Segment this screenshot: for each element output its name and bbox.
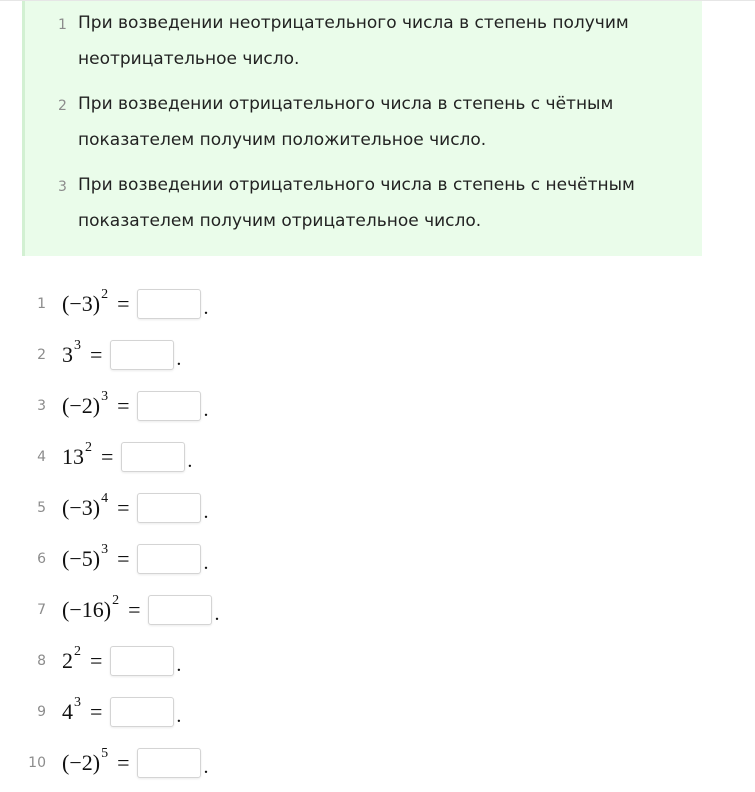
expression-exponent: 5 bbox=[101, 746, 109, 761]
task-expression bbox=[62, 747, 208, 779]
task-expression bbox=[62, 696, 181, 728]
task-row bbox=[0, 388, 755, 424]
equals-sign: = bbox=[117, 546, 130, 571]
equals-sign: = bbox=[90, 648, 103, 673]
period: . bbox=[203, 755, 209, 778]
period: . bbox=[187, 449, 193, 472]
period: . bbox=[214, 602, 220, 625]
task-number: 7 bbox=[37, 602, 46, 618]
expression-base: (−5) bbox=[62, 546, 101, 571]
task-number: 5 bbox=[37, 500, 46, 516]
task-expression bbox=[62, 543, 208, 575]
equals-sign: = bbox=[117, 495, 130, 520]
answer-input[interactable] bbox=[137, 391, 201, 421]
task-number: 2 bbox=[37, 347, 46, 363]
task-row bbox=[0, 490, 755, 526]
task-number: 4 bbox=[37, 449, 46, 465]
expression-base: 13 bbox=[62, 444, 84, 469]
answer-input[interactable] bbox=[137, 748, 201, 778]
rule-text: При возведении отрицательного числа в степень с нечётным показателем получим отрицательное число. bbox=[78, 175, 635, 231]
equals-sign: = bbox=[90, 342, 103, 367]
task-number: 1 bbox=[37, 296, 46, 312]
answer-input[interactable] bbox=[137, 544, 201, 574]
expression-exponent: 2 bbox=[85, 440, 92, 455]
expression-base: (−3) bbox=[62, 291, 101, 316]
equals-sign: = bbox=[90, 699, 103, 724]
answer-input[interactable] bbox=[110, 697, 174, 727]
answer-input[interactable] bbox=[121, 442, 185, 472]
equals-sign: = bbox=[117, 291, 130, 316]
task-number: 9 bbox=[37, 704, 46, 720]
task-expression bbox=[62, 492, 208, 524]
task-expression bbox=[62, 645, 181, 677]
expression-base: (−3) bbox=[62, 495, 101, 520]
expression-base: (−16) bbox=[62, 597, 112, 622]
equals-sign: = bbox=[101, 444, 114, 469]
expression-exponent: 3 bbox=[101, 542, 109, 557]
period: . bbox=[203, 500, 209, 523]
task-row bbox=[0, 439, 755, 475]
expression-exponent: 2 bbox=[74, 644, 81, 659]
period: . bbox=[176, 653, 182, 676]
task-expression bbox=[62, 390, 208, 422]
task-expression bbox=[62, 288, 208, 320]
task-row bbox=[0, 592, 755, 628]
task-expression bbox=[62, 594, 219, 626]
task-expression bbox=[62, 441, 192, 473]
task-number: 3 bbox=[37, 398, 46, 414]
task-row bbox=[0, 541, 755, 577]
answer-input[interactable] bbox=[137, 289, 201, 319]
period: . bbox=[203, 296, 209, 319]
rule-number: 3 bbox=[58, 179, 67, 195]
expression-exponent: 2 bbox=[112, 593, 120, 608]
expression-exponent: 3 bbox=[74, 338, 81, 353]
expression-exponent: 3 bbox=[101, 389, 109, 404]
task-row bbox=[0, 337, 755, 373]
period: . bbox=[176, 347, 182, 370]
rule-text: При возведении отрицательного числа в степень с чётным показателем получим положительное число. bbox=[78, 94, 614, 150]
period: . bbox=[203, 398, 209, 421]
task-expression bbox=[62, 339, 181, 371]
answer-input[interactable] bbox=[148, 595, 212, 625]
rule-number: 1 bbox=[58, 17, 67, 33]
equals-sign: = bbox=[128, 597, 141, 622]
expression-exponent: 2 bbox=[101, 287, 109, 302]
rule-text: При возведении неотрицательного числа в степень получим неотрицательное число. bbox=[78, 13, 629, 69]
task-number: 10 bbox=[28, 755, 46, 771]
period: . bbox=[203, 551, 209, 574]
rules-panel bbox=[22, 1, 702, 256]
equals-sign: = bbox=[117, 750, 130, 775]
expression-base: (−2) bbox=[62, 750, 101, 775]
period: . bbox=[176, 704, 182, 727]
expression-exponent: 3 bbox=[74, 695, 81, 710]
task-row bbox=[0, 643, 755, 679]
expression-base: 3 bbox=[62, 342, 73, 367]
expression-exponent: 4 bbox=[101, 491, 109, 506]
expression-base: (−2) bbox=[62, 393, 101, 418]
task-number: 8 bbox=[37, 653, 46, 669]
rule-number: 2 bbox=[58, 98, 67, 114]
answer-input[interactable] bbox=[110, 646, 174, 676]
answer-input[interactable] bbox=[137, 493, 201, 523]
answer-input[interactable] bbox=[110, 340, 174, 370]
task-row bbox=[0, 286, 755, 322]
task-number: 6 bbox=[37, 551, 46, 567]
task-row bbox=[0, 745, 755, 781]
expression-base: 4 bbox=[62, 699, 73, 724]
task-row bbox=[0, 694, 755, 730]
equals-sign: = bbox=[117, 393, 130, 418]
expression-base: 2 bbox=[62, 648, 73, 673]
